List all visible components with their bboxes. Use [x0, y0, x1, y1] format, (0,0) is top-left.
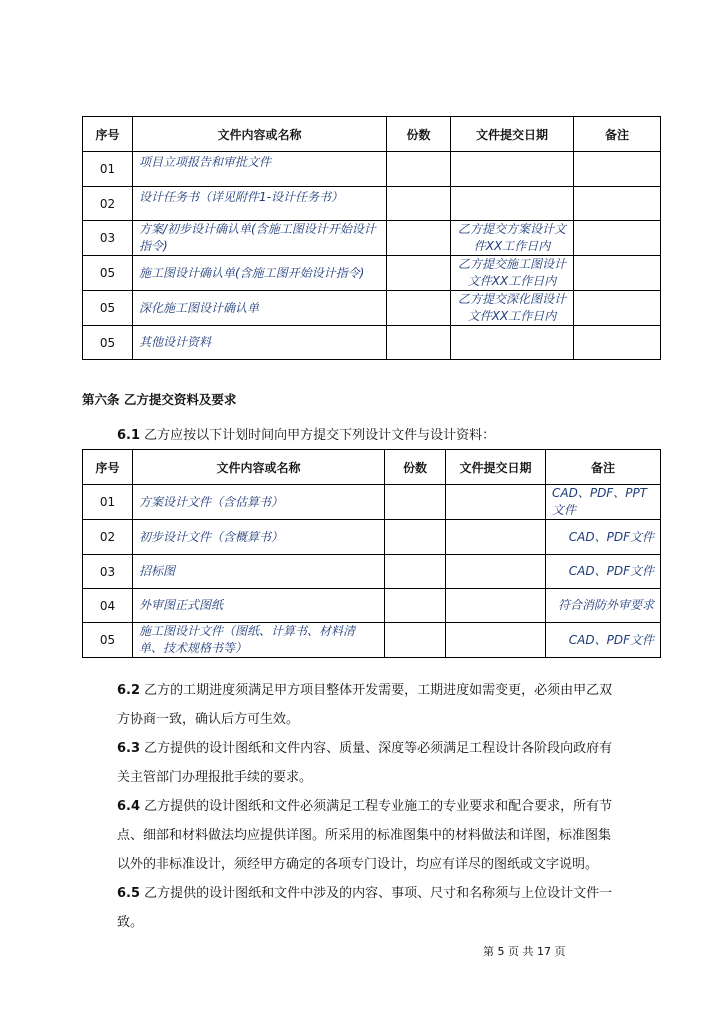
- cell-copies: [385, 555, 446, 589]
- cell-note: [574, 291, 661, 326]
- cell-date: 乙方提交方案设计文件XX工作日内: [451, 221, 574, 256]
- cell-note: CAD、PDF、PPT文件: [546, 485, 661, 520]
- cell-copies: [385, 589, 446, 623]
- clause-6-2: [117, 676, 617, 734]
- table-row: [83, 326, 661, 360]
- cell-name: 招标图: [133, 555, 385, 589]
- cell-copies: [387, 326, 451, 360]
- cell-copies: [385, 485, 446, 520]
- header-note: 备注: [574, 117, 661, 152]
- cell-name: 施工图设计确认单(含施工图开始设计指令): [133, 256, 387, 291]
- cell-seq: 01: [83, 485, 133, 520]
- submission-table-party-a: [82, 116, 661, 360]
- cell-seq: 03: [83, 221, 133, 256]
- cell-name: 设计任务书（详见附件1-设计任务书）: [133, 187, 387, 221]
- table-row: [83, 520, 661, 555]
- cell-seq: 05: [83, 623, 133, 658]
- cell-name: 其他设计资料: [133, 326, 387, 360]
- submission-table-party-b: [82, 449, 661, 658]
- cell-date: [451, 187, 574, 221]
- table-row: [83, 555, 661, 589]
- cell-seq: 02: [83, 187, 133, 221]
- cell-date: [446, 555, 546, 589]
- cell-name: 初步设计文件（含概算书）: [133, 520, 385, 555]
- header-seq: 序号: [83, 450, 133, 485]
- header-note: 备注: [546, 450, 661, 485]
- cell-note: CAD、PDF文件: [546, 555, 661, 589]
- cell-copies: [385, 623, 446, 658]
- cell-copies: [387, 256, 451, 291]
- cell-note: [574, 221, 661, 256]
- clause-text: 乙方提供的设计图纸和文件必须满足工程专业施工的专业要求和配合要求，所有节点、细部和材料做法均应提供详图。所采用的标准图集中的材料做法和详图，标准图集以外的非标准设计，须经甲方确定的各项专门设计，均应有详尽的图纸或文字说明。: [117, 799, 613, 872]
- clause-number: 6.3: [117, 741, 141, 756]
- clause-6-5: [117, 879, 617, 937]
- cell-seq: 02: [83, 520, 133, 555]
- table-row: [83, 187, 661, 221]
- table-row: [83, 221, 661, 256]
- header-name: 文件内容或名称: [133, 117, 387, 152]
- cell-copies: [385, 520, 446, 555]
- cell-name: 方案/初步设计确认单(含施工图设计开始设计指令): [133, 221, 387, 256]
- table-header-row: [83, 117, 661, 152]
- cell-name: 项目立项报告和审批文件: [133, 152, 387, 187]
- cell-seq: 05: [83, 256, 133, 291]
- header-date: 文件提交日期: [451, 117, 574, 152]
- cell-date: 乙方提交施工图设计文件XX工作日内: [451, 256, 574, 291]
- section-heading: 第六条 乙方提交资料及要求: [82, 392, 237, 407]
- clause-text: 乙方应按以下计划时间向甲方提交下列设计文件与设计资料：: [144, 428, 496, 443]
- clause-6-3: [117, 734, 617, 792]
- table-row: [83, 485, 661, 520]
- header-copies: 份数: [387, 117, 451, 152]
- header-name: 文件内容或名称: [133, 450, 385, 485]
- cell-date: [446, 485, 546, 520]
- table-row: [83, 152, 661, 187]
- cell-name: 施工图设计文件（图纸、计算书、材料清单、技术规格书等）: [133, 623, 385, 658]
- cell-note: 符合消防外审要求: [546, 589, 661, 623]
- cell-seq: 04: [83, 589, 133, 623]
- cell-copies: [387, 187, 451, 221]
- cell-note: [574, 187, 661, 221]
- cell-seq: 05: [83, 326, 133, 360]
- cell-note: [574, 256, 661, 291]
- page-number-footer: 第 5 页 共 17 页: [483, 945, 566, 958]
- cell-copies: [387, 221, 451, 256]
- cell-date: 乙方提交深化图设计文件XX工作日内: [451, 291, 574, 326]
- cell-date: [446, 520, 546, 555]
- cell-copies: [387, 291, 451, 326]
- table-row: [83, 623, 661, 658]
- cell-note: CAD、PDF文件: [546, 520, 661, 555]
- cell-name: 外审图正式图纸: [133, 589, 385, 623]
- cell-note: CAD、PDF文件: [546, 623, 661, 658]
- header-copies: 份数: [385, 450, 446, 485]
- clause-text: 乙方提供的设计图纸和文件中涉及的内容、事项、尺寸和名称须与上位设计文件一致。: [117, 886, 613, 930]
- cell-date: [451, 152, 574, 187]
- clause-text: 乙方的工期进度须满足甲方项目整体开发需要，工期进度如需变更，必须由甲乙双方协商一致，确认后方可生效。: [117, 683, 613, 727]
- table-header-row: [83, 450, 661, 485]
- table-row: [83, 291, 661, 326]
- cell-date: [451, 326, 574, 360]
- clause-number: 6.1: [117, 428, 141, 443]
- cell-note: [574, 152, 661, 187]
- cell-copies: [387, 152, 451, 187]
- clause-number: 6.4: [117, 799, 141, 814]
- table-row: [83, 589, 661, 623]
- header-seq: 序号: [83, 117, 133, 152]
- clause-6-1: [117, 424, 495, 443]
- clause-number: 6.5: [117, 886, 141, 901]
- cell-date: [446, 589, 546, 623]
- cell-note: [574, 326, 661, 360]
- cell-seq: 03: [83, 555, 133, 589]
- clause-6-4: [117, 792, 617, 879]
- cell-date: [446, 623, 546, 658]
- clause-number: 6.2: [117, 683, 141, 698]
- cell-seq: 01: [83, 152, 133, 187]
- cell-seq: 05: [83, 291, 133, 326]
- cell-name: 方案设计文件（含估算书）: [133, 485, 385, 520]
- header-date: 文件提交日期: [446, 450, 546, 485]
- cell-name: 深化施工图设计确认单: [133, 291, 387, 326]
- clause-text: 乙方提供的设计图纸和文件内容、质量、深度等必须满足工程设计各阶段向政府有关主管部门办理报批手续的要求。: [117, 741, 613, 785]
- table-row: [83, 256, 661, 291]
